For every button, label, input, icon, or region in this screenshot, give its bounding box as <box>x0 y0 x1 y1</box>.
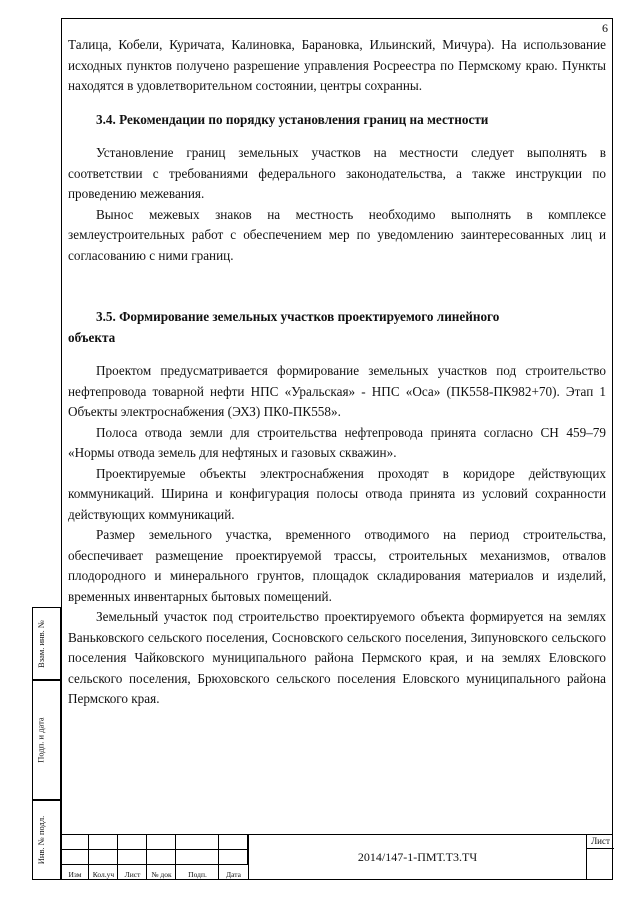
section-3-5-paragraph-5: Земельный участок под строительство проектируемого объекта формируется на землях Ваньковского сельского поселения, Сосновского сельского поселения, Зипуновского сельского поселения Чайковского муниципального района Пермского края, и на землях Еловского сельского поселения, Брюховского сельского поселения Еловского муниципального района Пермского края. <box>68 609 606 706</box>
section-3-4-title: 3.4. Рекомендации по порядку установления границ на местности <box>96 111 489 127</box>
stamp-cell-inventory <box>32 800 61 880</box>
document-body <box>68 35 606 710</box>
col-list: Лист <box>124 870 141 879</box>
sheet-label: Лист <box>591 836 610 846</box>
title-block <box>61 834 613 880</box>
section-3-5-paragraph-1: Проектом предусматривается формирование земельных участков под строительство нефтепровода товарной нефти НПС «Уральская» - НПС «Оса» (ПК558-ПК982+70). Этап 1 Объекты электроснабжения (ЭХЗ) ПК0-ПК558». <box>68 363 606 419</box>
col-kol-uch: Кол.уч <box>92 870 115 879</box>
section-3-4-paragraph-2: Вынос межевых знаков на местность необходимо выполнять в комплексе землеустроительных работ с обеспечением мер по уведомлению заинтересованных лиц и согласованию с ними границ. <box>68 206 606 263</box>
stamp-label-signature: Подп. и дата <box>36 717 47 763</box>
document-code: 2014/147-1-ПМТ.Т3.ТЧ <box>248 834 586 880</box>
col-izm: Изм <box>68 870 82 879</box>
page-number: 6 <box>602 21 608 35</box>
section-3-5-title-cont: объекта <box>68 329 116 345</box>
section-3-5-paragraph-2: Полоса отвода земли для строительства нефтепровода принята согласно СН 459–79 «Нормы отвода земель для нефтяных и газовых скважин». <box>68 424 606 460</box>
section-3-5-title: 3.5. Формирование земельных участков проектируемого линейного <box>96 309 500 324</box>
col-date: Дата <box>226 870 241 879</box>
binding-margin-stamps <box>32 607 61 880</box>
stamp-cell-signature <box>32 680 61 800</box>
stamp-label-replacement: Взам. инв. № <box>36 619 46 668</box>
revision-grid <box>61 834 248 880</box>
col-doc-number: № док <box>151 870 172 879</box>
section-3-5-paragraph-4: Размер земельного участка, временного отводимого на период строительства, обеспечивает размещение проектируемой трассы, строительных механизмов, отвалов плодородного и минерального грунтов, площадок складирования материалов и изделий, временных инвентарных бытовых помещений. <box>68 527 606 604</box>
page-frame <box>61 18 613 880</box>
stamp-cell-replacement <box>32 607 61 680</box>
section-3-5-paragraph-3: Проектируемые объекты электроснабжения проходят в коридоре действующих коммуникаций. Ширина и конфигурация полосы отвода принята из условий сохранности действующих коммуникаций. <box>68 465 606 522</box>
sheet-cell <box>586 834 613 880</box>
intro-paragraph: Талица, Кобели, Куричата, Калиновка, Барановка, Ильинский, Мичура). На использование исходных пунктов получено разрешение управления Росреестра по Пермскому краю. Пункты находятся в удовлетворительном состоянии, центры сохранны. <box>68 37 606 93</box>
section-3-4-paragraph-1: Установление границ земельных участков на местности следует выполнять в соответствии с требованиями федерального законодательства, а также инструкции по проведению межевания. <box>68 145 606 201</box>
stamp-label-inventory: Инв. № подл. <box>36 815 46 865</box>
col-signature: Подп. <box>188 870 207 879</box>
